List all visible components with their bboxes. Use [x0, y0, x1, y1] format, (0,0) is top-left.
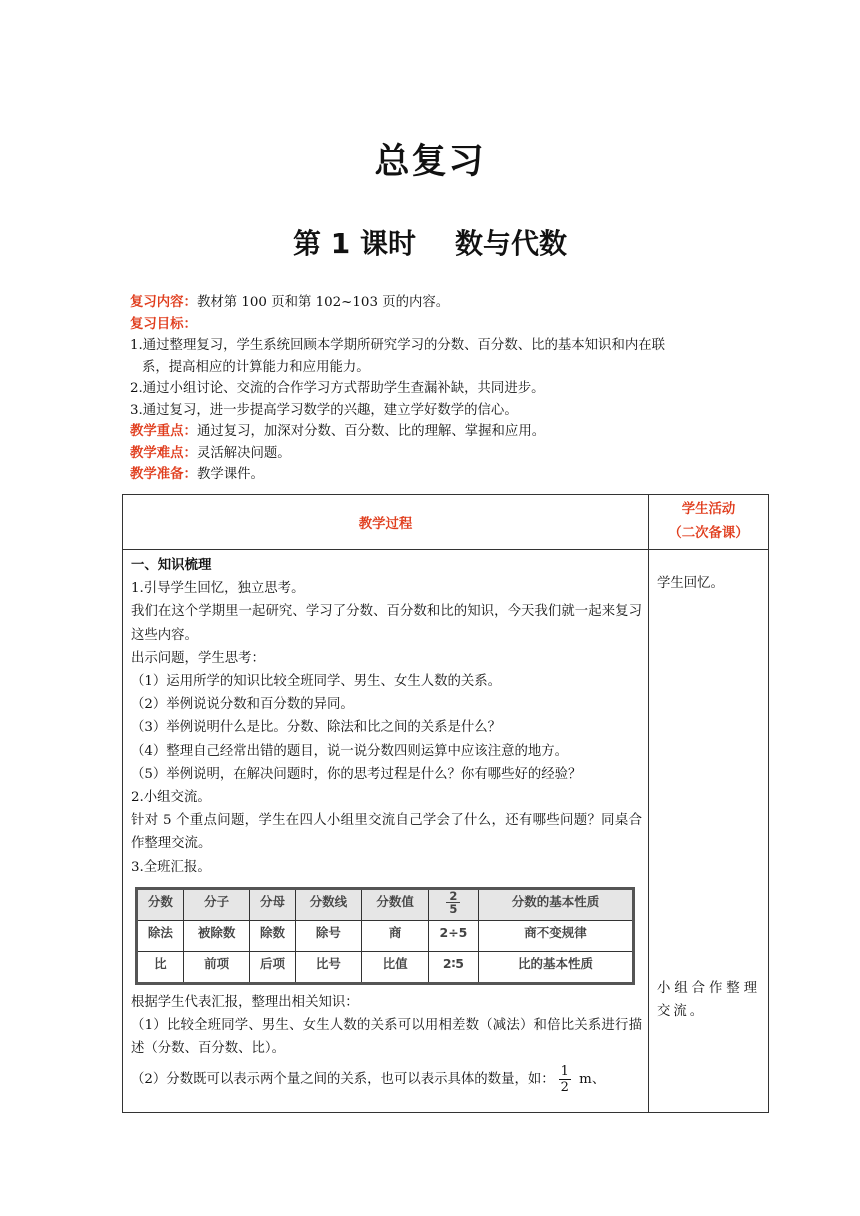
question-item: （3）举例说明什么是比。分数、除法和比之间的关系是什么？	[131, 720, 502, 736]
table-cell: 分数线	[295, 888, 362, 920]
fraction-numerator: 1	[560, 1064, 569, 1080]
goal-2: 2.通过小组讨论、交流的合作学习方式帮助学生查漏补缺，共同进步。	[130, 381, 545, 396]
fraction-denominator: 2	[560, 1080, 569, 1096]
table-cell: 后项	[250, 951, 295, 983]
table-cell: 比的基本性质	[478, 951, 633, 983]
table-cell: 被除数	[183, 920, 250, 951]
table-header-row	[123, 495, 769, 550]
process-content-cell	[123, 550, 649, 1113]
paragraph: 出示问题，学生思考：	[131, 650, 265, 666]
table-cell: 比值	[362, 951, 429, 983]
paragraph: 3.全班汇报。	[131, 859, 211, 875]
review-content-text: 教材第 100 页和第 102~103 页的内容。	[196, 295, 450, 310]
table-cell-fraction	[428, 888, 478, 920]
table-cell: 除法	[137, 920, 184, 951]
key-point-label: 教学重点：	[130, 424, 197, 439]
difficult-point-text: 灵活解决问题。	[196, 445, 291, 461]
table-cell: 2÷5	[428, 920, 478, 951]
header-activity-line2: （二次备课）	[668, 526, 749, 541]
paragraph: 2.小组交流。	[131, 790, 211, 806]
fraction-two-fifths	[446, 890, 460, 915]
table-cell: 分数	[137, 888, 184, 920]
fraction-one-half	[559, 1064, 571, 1095]
difficult-point-line	[130, 443, 750, 465]
table-row	[137, 920, 634, 951]
preparation-text: 教学课件。	[196, 467, 264, 482]
difficult-point-label: 教学难点：	[130, 445, 197, 461]
review-content-line	[130, 292, 750, 314]
header-student-activity	[649, 495, 769, 550]
table-cell: 分母	[250, 888, 295, 920]
question-item: （2）举例说说分数和百分数的异同。	[131, 697, 354, 713]
teaching-process-table	[122, 494, 769, 1113]
student-activity-cell	[649, 550, 769, 1113]
knowledge-item-text: （2）分数既可以表示两个量之间的关系，也可以表示具体的数量，如：	[131, 1072, 555, 1088]
preparation-line	[130, 464, 750, 486]
table-row	[137, 951, 634, 983]
goal-3: 3.通过复习，进一步提高学习数学的兴趣，建立学好数学的信心。	[130, 402, 518, 418]
paragraph: 根据学生代表汇报，整理出相关知识：	[131, 994, 359, 1010]
table-cell: 比号	[295, 951, 362, 983]
fraction-denominator: 5	[449, 901, 458, 916]
fraction-numerator: 2	[446, 890, 460, 903]
key-point-line	[130, 421, 750, 443]
question-item: （4）整理自己经常出错的题目，说一说分数四则运算中应该注意的地方。	[131, 743, 569, 759]
table-cell: 除号	[295, 920, 362, 951]
table-cell: 2∶5	[428, 951, 478, 983]
question-item: （1）运用所学的知识比较全班同学、男生、女生人数的关系。	[131, 674, 502, 690]
table-cell: 分数的基本性质	[478, 888, 633, 920]
question-item: （5）举例说明，在解决问题时，你的思考过程是什么？你有哪些好的经验？	[131, 766, 582, 782]
goal-1a: 1.通过整理复习，学生系统回顾本学期所研究学习的分数、百分数、比的基本知识和内在联	[130, 338, 666, 353]
paragraph: 我们在这个学期里一起研究、学习了分数、百分数和比的知识，今天我们就一起来复习这些内容。	[131, 604, 642, 643]
page-title: 总复习	[374, 142, 486, 182]
knowledge-comparison-table	[135, 887, 635, 985]
review-goals-line	[130, 314, 750, 336]
knowledge-item: （1）比较全班同学、男生、女生人数的关系可以用相差数（减法）和倍比关系进行描述（分数、百分数、比）。	[131, 1018, 642, 1057]
activity-note: 学生回忆。	[657, 576, 724, 591]
knowledge-item-text: m、	[574, 1072, 606, 1088]
table-cell: 比	[137, 951, 184, 983]
preparation-label: 教学准备：	[130, 467, 197, 482]
key-point-text: 通过复习，加深对分数、百分数、比的理解、掌握和应用。	[196, 424, 546, 439]
paragraph: 针对 5 个重点问题，学生在四人小组里交流自己学会了什么，还有哪些问题？同桌合作整理交流。	[131, 813, 642, 852]
section-heading: 一、知识梳理	[131, 558, 212, 573]
table-cell: 商不变规律	[478, 920, 633, 951]
table-row	[137, 888, 634, 920]
header-teaching-process: 教学过程	[123, 495, 649, 550]
table-cell: 分数值	[362, 888, 429, 920]
review-content-label: 复习内容：	[130, 295, 197, 310]
paragraph: 1.引导学生回忆，独立思考。	[131, 581, 305, 597]
goal-1b: 系，提高相应的计算能力和应用能力。	[142, 359, 370, 375]
lesson-subtitle: 第 1 课时 数与代数	[293, 227, 567, 260]
header-activity-line1: 学生活动	[681, 502, 736, 517]
lesson-meta	[130, 292, 750, 486]
table-cell: 前项	[183, 951, 250, 983]
activity-note: 小组合作整理交流。	[657, 981, 760, 1019]
review-goals-label: 复习目标：	[130, 316, 197, 332]
table-cell: 商	[362, 920, 429, 951]
table-body-row	[123, 550, 769, 1113]
table-cell: 分子	[183, 888, 250, 920]
table-cell: 除数	[250, 920, 295, 951]
knowledge-item	[131, 1064, 642, 1095]
